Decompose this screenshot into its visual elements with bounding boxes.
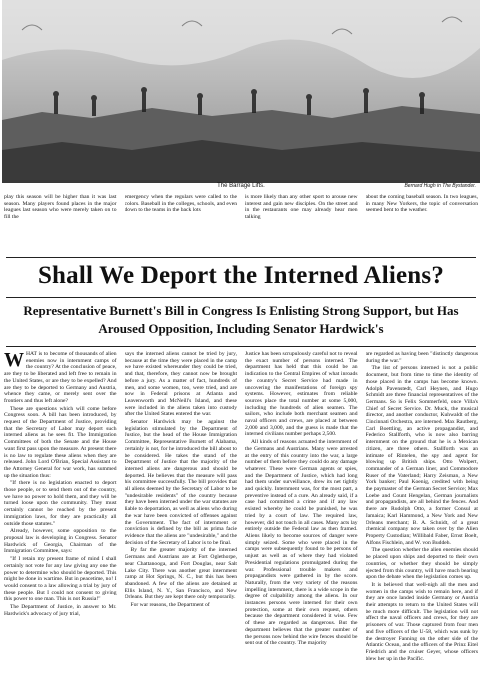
photo-caption-row	[2, 183, 480, 193]
paragraph: "If there is no legislation enacted to deport those people, or to send them out of the country, we have no power to hold them, and they will be turned loose upon the community. They must certainly cannot be reached by the present immigration laws, for they are practically all outside those statutes."	[4, 480, 117, 527]
paragraph: These are questions which will come before Congress soon. A bill has been introduced, by request of the Department of Justice, providing that the Secretary of Labor may deport such interned aliens as he sees fit. The Immigration Committees of both the Senate and the House want first pass upon the measure. At present there is no law to regulate these aliens when they are released. John Lord O'Brian, Special Assistant to the Attorney General for war work, has summed up the situation thus:	[4, 405, 117, 479]
previous-article-column-4: about the coming baseball season. In two leagues, in many New Yorkers, the topic of conversation seemed bent to the weather.	[365, 194, 478, 214]
paragraph: Senator Hardwick may be against the legislation stimulated by the Department of Justice, but the head of the House Immigration Committee, Representative Burnett of Alabama, certainly is not, for he introduced the bill about to be considered. He takes the stand of the Department of Justice that the majority of the interned aliens are dangerous and should be deported. He believes that the measure will pass his committee successfully. The bill provides that all aliens deemed by the Secretary of Labor to be "undesirable residents" of the country because they have been interned under the war statutes are liable to deportation, as well as aliens who during the war have been convicted of offenses against the Government. The fact of internment or conviction is defined by the bill as prima facie evidence that the aliens are "undesirable," and the decision of the Secretary of Labor is to be final.	[124, 419, 237, 546]
paragraph: The question whether the alien enemies should be placed upon ships and deported to their own countries, or whether they should be simply ejected from this country, will have much bearing upon the debate when the legislation comes up.	[365, 547, 478, 581]
article-column-1	[4, 351, 117, 697]
barrage-illustration	[2, 0, 480, 183]
photo-caption: The Barrage Lifts.	[217, 183, 265, 189]
paragraph: Justice has been scrupulously careful not to reveal the exact number of persons interned. The department has held that this could be an indication to the Central Empires of what inroads the country's Secret Service had made in uncovering the manifestations of foreign spy systems. However, estimates from reliable sources place the total number at some 5,000, including the hundreds of alien seamen. The sailors, who include both merchant seamen and naval officers and crews, are placed at between 2,000 and 3,000, and the guess is made that the interned civilians number perhaps 2,500.	[245, 351, 358, 438]
article-body	[4, 351, 478, 697]
article-headline: Shall We Deport the Interned Aliens?	[37, 262, 445, 289]
article-column-4	[366, 351, 479, 697]
paragraph: The list of persons interned is not a public document, but from time to time the identity of those placed in the camps has become known. Adolph Pavenstedt, Carl Heynen, and Hugo Schmidt are three financial representatives of the Germans. So is Felix Sommerfeld, once Villa's Chief of Secret Service. Dr. Muck, the musical director, and another conductor, Kuhwaldt of the Cincinnati Orchestra, are interned. Max Rautberg, Carl Boettling, an active propagandist, and Federico Stallforth, who is now also barring internment on the ground that he is a Mexican citizen, are three others. Stallforth was an intimate of Rintelen, the spy and agent for blowing up British ships. Otto Wolpert, commander of a German liner, and Commodore Ruser of the Vaterland; Harry Zeisman, a New York banker; Paul Koenig, credited with being the paymaster of the German Secret Service; Max Loebe and Count Hengelan, German journalists and propagandists, are all behind the fences. And there are Rudolph Otto, a former Consul at Jamaica; Karl Hammond, a New York and New Orleans merchant; B. A. Schnidt, of a great chemical company now taken over by the Alien Property Custodian; Willibald Faber, Ernst Boelt, Alfons Fischlein, and W. von Buddeh.	[365, 365, 478, 546]
paragraph: The Department of Justice, in answer to Mr. Hardwick's advocacy of jury trial,	[4, 604, 117, 617]
paragraph: By far the greater majority of the interned Germans and Austrians are at Fort Oglethorpe, near Chattanooga, and Fort Douglas, near Salt Lake City. There was another great internment camp at Hot Springs, N. C., but this has been abandoned. A few of the aliens are detained at Ellis Island, N. Y., San Francisco, and New Orleans. But they are kept there only temporarily.	[124, 547, 237, 601]
paragraph: says the interned aliens cannot be tried by jury, because at the time they were placed in the camp we have existed whereunder they could be tried, and that, therefore, they cannot now be brought before a jury. As a matter of fact, hundreds of men, and some women, too, were tried, and are now in Federal prisons at Atlanta and Leavenworth and McNeill's Island, and these were included in the aliens taken into custody after the United States entered the war.	[124, 351, 237, 418]
barrage-photo	[2, 0, 480, 183]
drop-cap: W	[4, 351, 24, 371]
paragraph: All kinds of reasons actuated the internment of the Germans and Austrians. Many were arrested at the entry of this country into the war, a large number of them before they could do any damage whatever. These were German agents or spies, and the Department of Justice, which had long had them under surveillance, drew its net tightly and quickly. Internment was, for the most part, a preventive instead of a cure. An already said, if a case had committed a crime and if any law existed whereby he could be punished, he was tried by a court of law. The required law, however, did not touch in all cases. Many acts lay entirely outside the Federal law as then framed. Aliens likely to become sources of danger were simply seized. Some who were placed in the camps were subsequently found to be persons of unjust as well as of where they had violated Presidential regulations promulgated during the war. Professional trouble makers and propagandists were gathered in by the score. Naturally, from the very variety of the reasons impelling internment, there is a wide scope in the degree of culpability among the aliens. In our instances persons were interned for their own protection, some at their own request, others because the department considered it wise. Few of these are regarded as dangerous. But the department believes that the greater number of the persons now behind the wire fences should be sent out of the country. The majority	[245, 439, 358, 647]
divider-rule-under-deck	[6, 346, 476, 347]
previous-article-column-2: emergency when the regulars were called to the colors. Baseball in the colleges, schools, and even down to the teams in the back lots	[124, 194, 237, 214]
article-column-3	[245, 351, 358, 697]
paragraph-text: HAT is to become of thousands of alien enemies now in internment camps of the country? At the conclusion of peace, are they to be liberated and left free to remain in the United States, or are they to be expelled? And are they to be deported to Germany and Austria, whence they came, or merely sent over the frontiers and thus left alone?	[4, 351, 117, 404]
previous-article-columns	[4, 194, 478, 254]
paragraph: "If I retain my present frame of mind I shall certainly not vote for any law giving any one the power to determine who should be deported. This might be done in wartime. But in peacetime, no! I would consent to a law allowing a trial by jury of these people. But I could not consent to giving this power to one man. This is not Russia!"	[4, 556, 117, 603]
paragraph: Already, however, some opposition to the proposal law is developing in Congress. Senator Hardwick of Georgia, Chairman of the Immigration Committee, says:	[4, 528, 117, 555]
divider-rule-top	[6, 257, 476, 258]
previous-article-column-1: play this season will be higher than it was last season. Many players found places in the major leagues last season who were merely taken on to fill the	[4, 194, 117, 221]
paragraph: are regarded as having been "distinctly dangerous during the war."	[365, 351, 478, 364]
previous-article-column-3: is more likely than any other sport to arouse new interest and gain new disciples. On the street and in the restaurants one may already hear men talking	[245, 194, 358, 221]
article-deck: Representative Burnett's Bill in Congress Is Enlisting Strong Support, but Has Aroused Opposition, Including Senator Hardwick's	[23, 303, 459, 336]
paragraph: It is believed that well-nigh all the men and women in the camps wish to remain here, and if they are once landed inside Germany or Austria their attempts to return to the United States will be much more difficult. The legislation will not affect the naval officers and crews, for they are prisoners of war. Those captured from four men and five officers of the U-58, which was sunk by the destroyer Fanning on the other side of the Atlantic Ocean, and the officers of the Prinz Eitel Friedrich and the cruiser Geyer, whose officers blew her up in the Pacific.	[365, 581, 478, 662]
photo-credit: Bernard Hugh in The Bystander.	[404, 183, 476, 189]
divider-rule-under-headline	[6, 297, 476, 298]
article-column-2	[125, 351, 238, 697]
paragraph	[4, 351, 117, 405]
paragraph: For war reasons, the Department of	[130, 602, 210, 609]
